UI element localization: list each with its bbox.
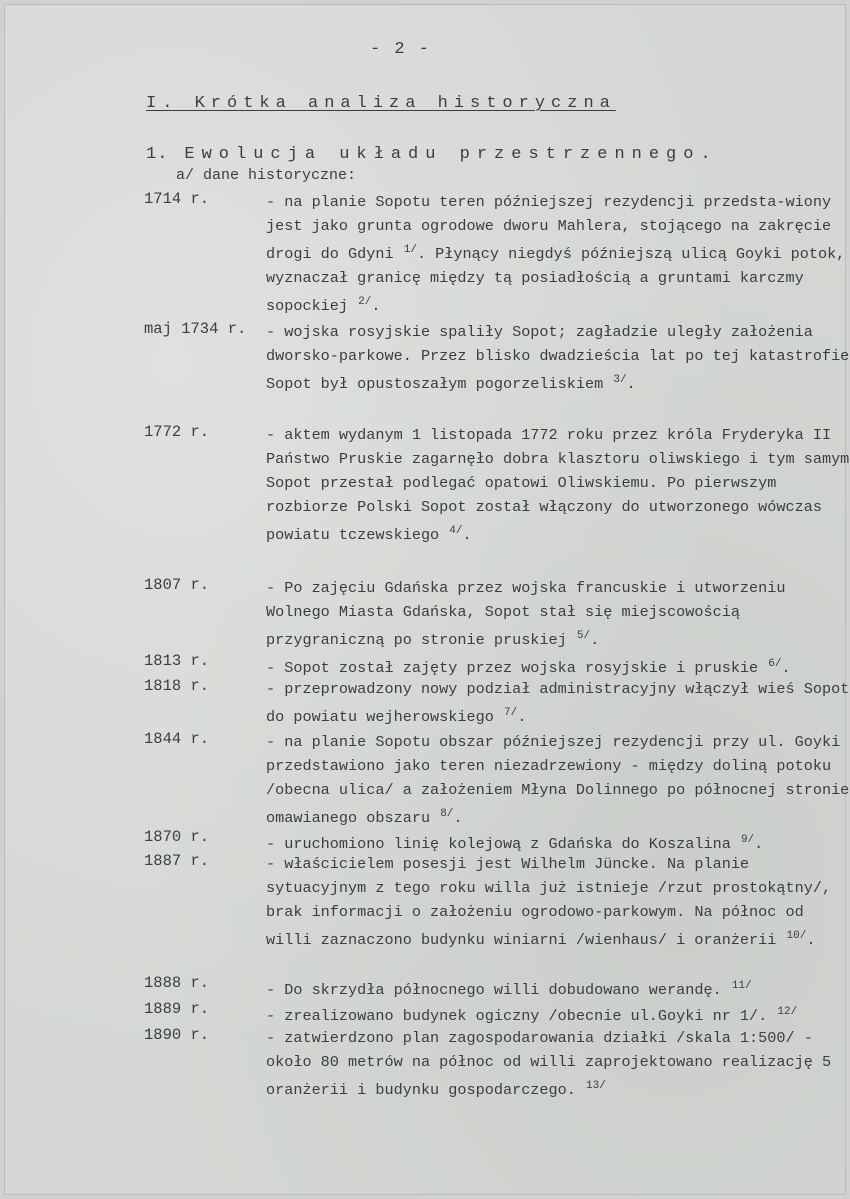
subsection-title: Ewolucja układu przestrzennego. (184, 145, 718, 164)
entry-date: 1889 r. (144, 1000, 210, 1018)
section-heading: I. Krótka analiza historyczna (146, 94, 616, 113)
footnote-ref: 8/ (440, 808, 454, 820)
entry-text: - uruchomiono linię kolejową z Gdańska do Koszalina $^{9/}$. (266, 834, 764, 853)
entry-date: 1772 r. (144, 423, 210, 441)
entry-date: 1844 r. (144, 730, 210, 748)
entry-text: - na planie Sopotu teren późniejszej rezydencji przedsta-wiony jest jako grunta ogrodowe dworu Mahlera, stojącego na zakręcie drogi do Gdyni $^{1/}$. Płynący niegdyś późniejszą ulicą Goyki potok, wyznaczał granicę między tą posiadłością a gruntami karczmy sopockiej $^{2/}$. (266, 193, 846, 315)
footnote-ref: 10/ (786, 930, 807, 942)
subsection-subtitle: a/ dane historyczne: (176, 167, 357, 184)
page-number: - 2 - (370, 40, 432, 59)
entry-text: - aktem wydanym 1 listopada 1772 roku przez króla Fryderyka II Państwo Pruskie zagarnęło dobra klasztoru oliwskiego i tym samym Sopot przestał podlegać opatowi Oliwskiemu. Po pierwszym rozbiorze Polski Sopot został włączony do utworzonego wówczas powiatu tczewskiego $^{4/}$. (266, 426, 850, 544)
entry-date: 1888 r. (144, 974, 210, 992)
entry-text: - Sopot został zajęty przez wojska rosyjskie i pruskie $^{6/}$. (266, 658, 791, 677)
footnote-ref: 1/ (403, 244, 417, 256)
entry-text: - Po zajęciu Gdańska przez wojska francuskie i utworzeniu Wolnego Miasta Gdańska, Sopot stał się miejscowością przygraniczną po stronie pruskiej $^{5/}$. (266, 579, 786, 649)
entry-text: - Do skrzydła północnego willi dobudowano werandę. $^{11/}$ (266, 980, 752, 999)
footnote-ref: 12/ (777, 1006, 798, 1018)
footnote-ref: 6/ (768, 658, 782, 670)
footnote-ref: 3/ (613, 374, 627, 386)
footnote-ref: 2/ (358, 296, 372, 308)
footnote-ref: 7/ (503, 707, 518, 719)
subsection-number: 1. (146, 145, 169, 164)
entry-text: - przeprowadzony nowy podział administracyjny włączył wieś Sopot do powiatu wejherowskiego $^{7/}$. (266, 680, 850, 726)
entry-date: 1807 r. (144, 576, 210, 594)
footnote-ref: 13/ (586, 1080, 606, 1092)
entry-date: 1714 r. (144, 190, 210, 208)
entry-text: - wojska rosyjskie spaliły Sopot; zagładzie uległy założenia dworsko-parkowe. Przez blisko dwadzieścia lat po tej katastrofie Sopot był opustoszałym pogorzeliskiem $^{3/}$. (266, 323, 850, 393)
entry-date: 1890 r. (144, 1026, 210, 1044)
entry-date: 1870 r. (144, 828, 210, 846)
entry-text: - na planie Sopotu obszar późniejszej rezydencji przy ul. Goyki przedstawiono jako teren niezadrzewiony - między doliną potoku /obecna ulica/ a założeniem Młyna Dolinnego po północnej stronie omawianego obszaru $^{8/}$. (266, 733, 850, 827)
footnote-ref: 4/ (449, 525, 463, 537)
entry-text: - zatwierdzono plan zagospodarowania działki /skala 1:500/ - około 80 metrów na północ od willi zaprojektowano realizację 5 oranżerii i budynku gospodarczego. $^{13/}$ (266, 1029, 832, 1099)
subsection-heading (146, 145, 718, 164)
entry-text: - właścicielem posesji jest Wilhelm Jüncke. Na planie sytuacyjnym z tego roku willa już istnieje /rzut prostokątny/, brak informacji o założeniu ogrodowo-parkowym. Na północ od willi zaznaczono budynku winiarni /wienhaus/ i oranżerii $^{10/}$. (266, 855, 832, 949)
entry-date: 1818 r. (144, 677, 210, 695)
entry-text: - zrealizowano budynek ogiczny /obecnie ul.Goyki nr 1/. $^{12/}$ (266, 1006, 798, 1025)
footnote-ref: 5/ (576, 630, 591, 642)
entry-date: 1887 r. (144, 852, 210, 870)
document-page (4, 4, 850, 1195)
footnote-ref: 11/ (731, 980, 752, 992)
entry-date: maj 1734 r. (144, 320, 247, 338)
footnote-ref: 9/ (740, 834, 755, 846)
entry-date: 1813 r. (144, 652, 210, 670)
